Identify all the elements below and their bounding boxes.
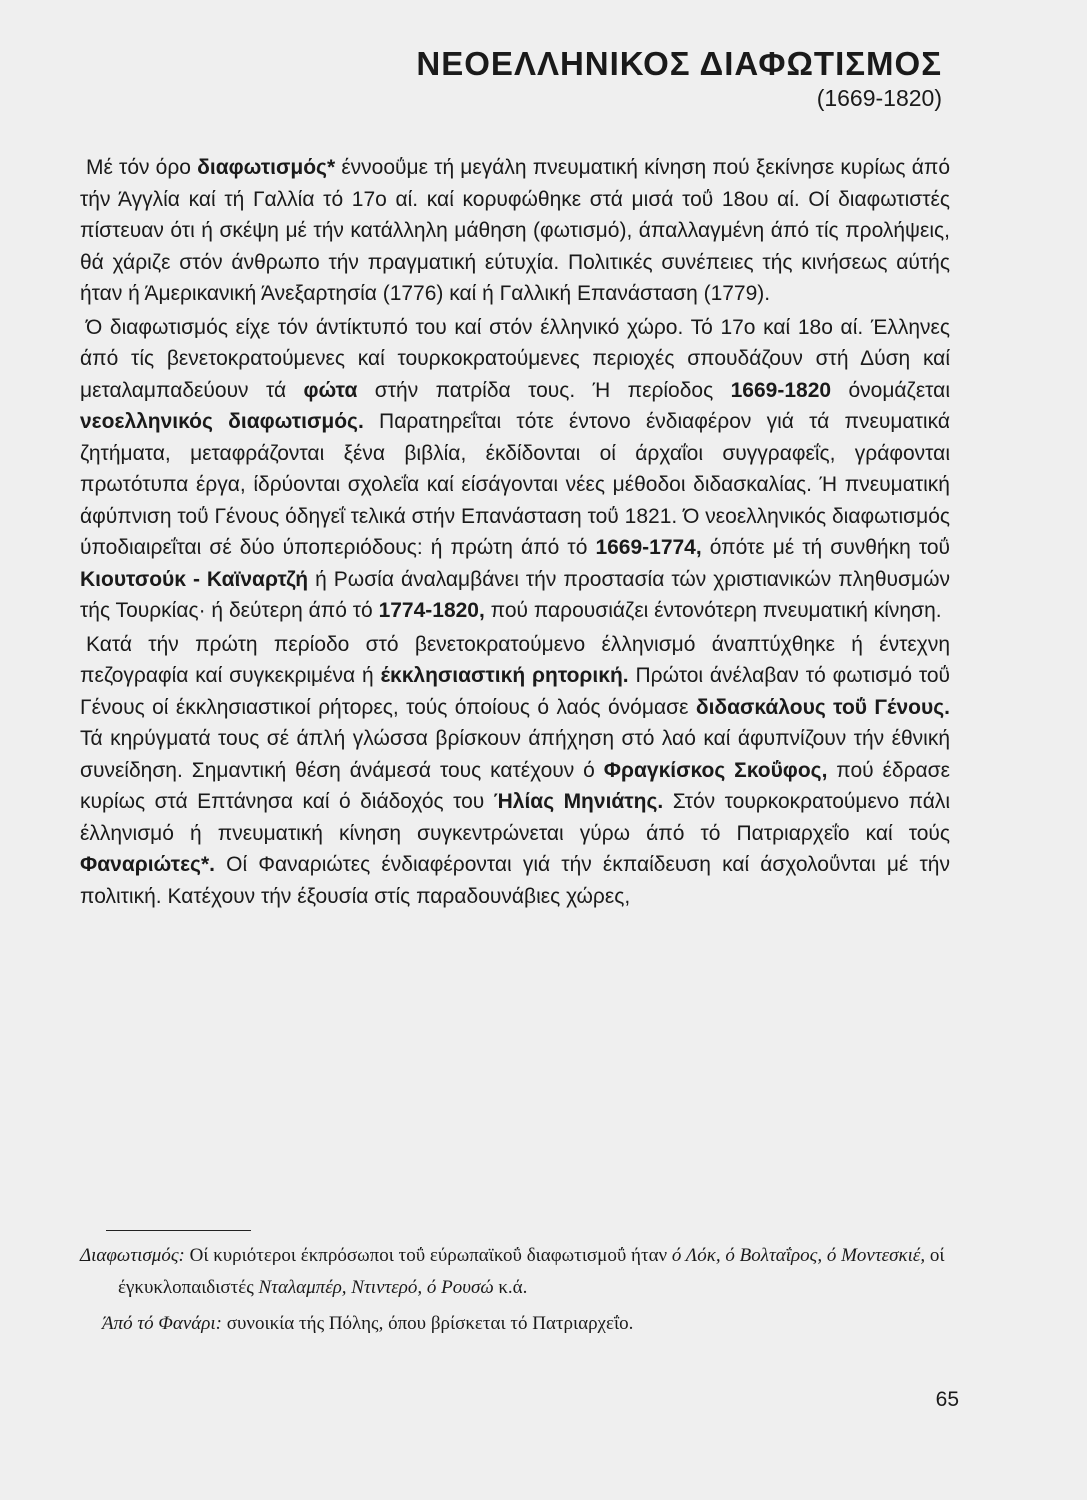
bold-term: 1669-1774,	[595, 536, 702, 559]
text-run: Μέ τόν όρο	[86, 156, 198, 179]
text-run: Κατά τήν πρώτη περίοδο στό βενετοκρατούμενο έλληνισμό άναπτύχθηκε ή έντεχνη πεζογραφία καί συγκεκριμένα ή	[80, 632, 950, 687]
text-run: Πρώτοι άνέλαβαν τό φωτισμό τοΰ Γένους οί έκκλησιαστικοί ρήτορες, τούς όποίους ό λαός όνόμασε	[80, 664, 951, 719]
paragraph-2	[80, 312, 950, 627]
bold-term: Φαναριώτες*.	[80, 853, 215, 876]
bold-term: Ήλίας Μηνιάτης.	[493, 790, 664, 813]
footnote-1	[80, 1240, 950, 1304]
italic-names: Νταλαμπέρ, Ντιντερό, ό Ρουσώ	[258, 1277, 494, 1298]
bold-term: Φραγκίσκος Σκοΰφος,	[603, 758, 828, 782]
bold-term: διαφωτισμός*	[197, 156, 336, 179]
text-run: Στόν τουρκοκρατούμενο πάλι έλληνισμό ή πνευματική κίνηση συγκεντρώνεται γύρω άπό τό Πατριαρχεΐο καί τούς	[80, 790, 951, 845]
chapter-years: (1669-1820)	[816, 85, 942, 111]
text-run: πού παρουσιάζει έντονότερη πνευματική κίνηση.	[484, 599, 942, 622]
text-run: όπότε μέ τή συνθήκη τοΰ	[701, 536, 950, 559]
bold-term: 1774-1820,	[378, 599, 485, 622]
text-run: στήν πατρίδα τους. Ή περίοδος	[357, 378, 731, 402]
chapter-title: ΝΕΟΕΛΛΗΝΙΚΟΣ ΔΙΑΦΩΤΙΣΜΟΣ	[416, 45, 942, 82]
bold-term: φώτα	[303, 378, 358, 402]
text-run: Οί κυριότεροι έκπρόσωποι τοΰ εύρωπαϊκοΰ διαφωτισμοΰ ήταν	[184, 1245, 672, 1266]
text-run: πού έδρασε κυρίως στά Επτάνησα καί ό διάδοχός του	[80, 758, 951, 813]
page-number: 65	[935, 1388, 959, 1411]
bold-term: Κιουτσούκ - Καϊναρτζή	[80, 567, 309, 591]
footnote-2	[80, 1308, 950, 1340]
footnote-divider	[106, 1230, 251, 1231]
footnote-term: Διαφωτισμός:	[80, 1245, 185, 1266]
text-run: έννοοΰμε τή μεγάλη πνευματική κίνηση πού ξεκίνησε κυρίως άπό τήν Άγγλία καί τή Γαλλία τό 17ο αί. καί κορυφώθηκε στά μισά τοΰ 18ου αί. Οί διαφωτιστές πίστευαν ότι ή σκέψη μέ τήν κατάλληλη μάθηση (φωτισμό), άπαλλαγμένη άπό τίς προλήψεις, θά χάριζε στόν άνθρωπο τήν πραγματική εύτυχία. Πολιτικές συνέπειες τής κινήσεως αύτής ήταν ή Άμερικανική Άνεξαρτησία (1776) καί ή Γαλλική Επανάσταση (1779).	[80, 156, 951, 305]
footnotes	[80, 1240, 950, 1340]
bold-term: 1669-1820	[730, 378, 832, 402]
text-run: Τά κηρύγματά τους σέ άπλή γλώσσα βρίσκουν άπήχηση στό λαό καί άφυπνίζουν τήν έθνική συνείδηση. Σημαντική θέση άνάμεσά τους κατέχουν ό	[80, 727, 950, 782]
text-run: ή Ρωσία άναλαμβάνει τήν προστασία τών χριστιανικών πληθυσμών τής Τουρκίας· ή δεύτερη άπό τό	[80, 567, 950, 622]
bold-term: διδασκάλους τοΰ Γένους.	[695, 695, 950, 719]
text-run: Ό διαφωτισμός είχε τόν άντίκτυπό του καί στόν έλληνικό χώρο. Τό 17ο καί 18ο αί. Έλληνες άπό τίς βενετοκρατούμενες καί τουρκοκρατούμενες περιοχές σπουδάζουν στή Δύση καί μεταλαμπαδεύουν τά	[80, 315, 950, 402]
paragraph-1	[80, 152, 950, 310]
text-run: όνομάζεται	[831, 378, 950, 402]
paragraph-3	[80, 629, 950, 913]
text-run: κ.ά.	[493, 1277, 528, 1298]
footnote-term: Άπό τό Φανάρι:	[102, 1313, 222, 1334]
bold-term: νεοελληνικός διαφωτισμός.	[80, 410, 364, 433]
text-run: συνοικία τής Πόλης, όπου βρίσκεται τό Πατριαρχεΐο.	[222, 1313, 634, 1334]
italic-names: ό Λόκ, ό Βολταΐρος, ό Μοντεσκιέ,	[671, 1245, 926, 1266]
bold-term: έκκλησιαστική ρητορική.	[380, 664, 629, 687]
text-run: Παρατηρεΐται τότε έντονο ένδιαφέρον γιά τά πνευματικά ζητήματα, μεταφράζονται ξένα βιβλία, έκδίδονται οί άρχαΐοι συγγραφεΐς, γράφονται πρωτότυπα έργα, ίδρύονται σχολεΐα καί είσάγονται νέες μέθοδοι διδασκαλίας. Ή πνευματική άφύπνιση τοΰ Γένους όδηγεΐ τελικά στήν Επανάσταση τοΰ 1821. Ό νεοελληνικός διαφωτισμός ύποδιαιρεΐται σέ δύο ύποπεριόδους: ή πρώτη άπό τό	[80, 410, 950, 559]
body-text	[80, 152, 950, 912]
text-run: Οί Φαναριώτες ένδιαφέρονται γιά τήν έκπαίδευση καί άσχολοΰνται μέ τήν πολιτική. Κατέχουν τήν έξουσία στίς παραδουνάβιες χώρες,	[80, 853, 950, 908]
chapter-header	[416, 44, 942, 112]
text-run: οί έγκυκλοπαιδιστές	[118, 1245, 945, 1298]
